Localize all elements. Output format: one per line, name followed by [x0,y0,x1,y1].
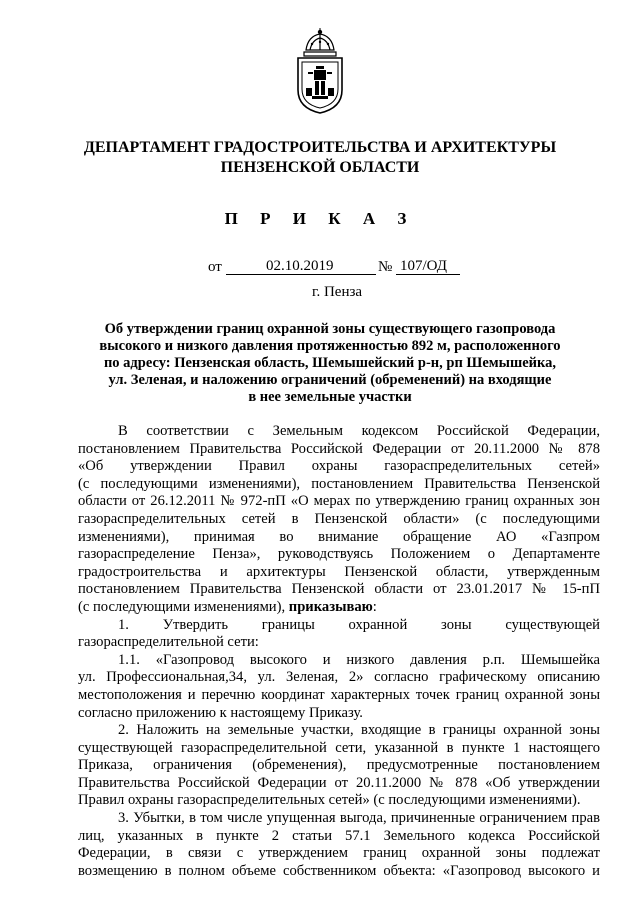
body-line: 2. Наложить на земельные участки, входящие в границы охранной зоны [118,722,600,739]
coat-of-arms-icon [292,28,348,114]
body-line: (с последующими изменениями), постановлением Правительства Пензенской [78,475,600,492]
title-line: в нее земельные участки [248,389,412,405]
body-line: постановлением Правительства Российской Федерации от 20.11.2000 № 878 [78,440,600,457]
body-line: градостроительства и архитектуры Пензенской области, утвержденным [78,563,600,580]
date-prefix: от [208,259,222,275]
document-type: П Р И К А З [224,209,416,228]
body-line: Правил охраны газораспределительных сетей» (с последующими изменениями). [78,792,581,809]
department-name-line2: ПЕНЗЕНСКОЙ ОБЛАСТИ [220,159,420,176]
number-prefix: № [378,259,393,275]
body-line: местоположения и перечню координат характерных точек границ охранной зоны [78,686,600,703]
body-line: постановлением Правительства Пензенской области от 23.01.2017 № 15-пП [78,581,600,598]
order-body [78,423,600,880]
title-line: ул. Зеленая, и наложению ограничений (обременений) на входящие [108,372,552,388]
document-date: 02.10.2019 [266,258,334,274]
body-line: лиц, указанных в пункте 2 статьи 57.1 Земельного кодекса Российской [78,827,600,844]
body-line: 1. Утвердить границы охранной зоны существующей [118,616,600,633]
body-line: ул. Профессиональная,34, ул. Зеленая, 2» согласно графическому описанию [78,669,600,686]
body-line: существующей газораспределительной сети, указанной в пункте 1 настоящего [78,739,600,756]
title-line: высокого и низкого давления протяженностью 892 м, расположенного [99,338,561,354]
body-line: 3. Убытки, в том числе упущенная выгода, причиненные ограничением прав [118,810,600,827]
order-word: приказываю [288,598,373,615]
body-line-with-order-word [78,599,600,617]
body-line: газораспределение Пенза», руководствуясь Положением о Департаменте [78,546,600,563]
body-line: области от 26.12.2011 № 972-пП «О мерах по утверждению границ охранных зон [78,493,600,510]
department-name-line1: ДЕПАРТАМЕНТ ГРАДОСТРОИТЕЛЬСТВА И АРХИТЕКТУРЫ [83,139,557,156]
body-line: Правительства Российской Федерации от 20.11.2000 № 878 «Об утверждении [78,774,600,791]
body-line: Приказа, ограничения (обременения), предусмотренные постановлением [78,757,600,774]
order-colon: : [372,598,377,615]
title-line: по адресу: Пензенская область, Шемышейский р-н, рп Шемышейка, [103,355,557,371]
body-line: согласно приложению к настоящему Приказу. [78,704,363,721]
body-line: газораспределительной сети: [78,634,259,651]
document-number: 107/ОД [400,258,447,274]
city: г. Пенза [312,284,363,300]
body-line: газораспределительных сетей в Пензенской области» (с последующими [78,510,600,527]
body-line: Федерации, в связи с утверждением границ охранной зоны подлежат [78,845,600,862]
body-line: «Об утверждении Правил охраны газораспределительных сетей» [78,458,600,475]
body-line: В соответствии с Земельным кодексом Российской Федерации, [118,423,600,439]
body-line: изменениями), принимая во внимание обращение АО «Газпром [78,528,600,545]
order-title [60,321,600,406]
body-line: 1.1. «Газопровод высокого и низкого давления р.п. Шемышейка [118,651,600,668]
body-line: (с последующими изменениями), [78,598,286,615]
title-line: Об утверждении границ охранной зоны существующего газопровода [104,321,556,337]
body-line: возмещению в полном объеме собственником объекта: «Газопровод высокого и [78,862,600,879]
